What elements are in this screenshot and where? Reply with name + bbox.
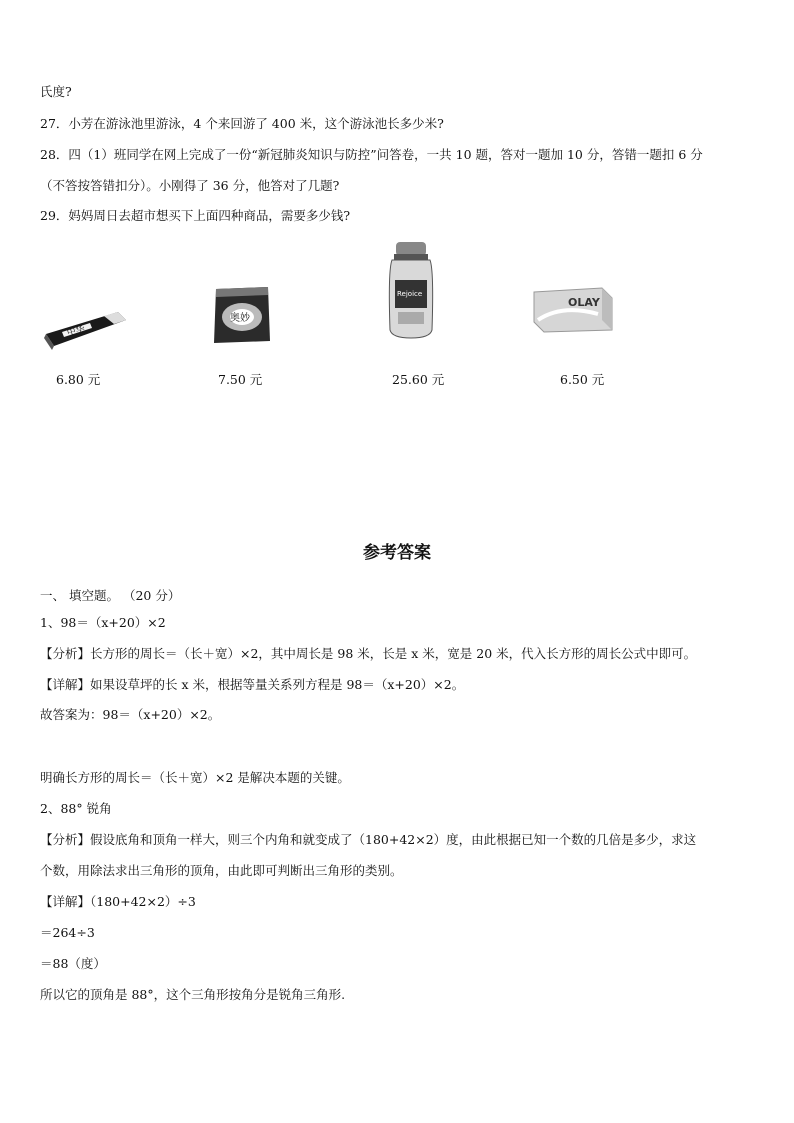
- answer-2-head: 2、88° 锐角: [40, 801, 112, 816]
- answer-1-key: 明确长方形的周长＝（长＋宽）×2 是解决本题的关键。: [40, 770, 350, 785]
- shampoo-brand: Rejoice: [397, 290, 423, 298]
- question-28-line2: （不答按答错扣分）。小刚得了 36 分，他答对了几题?: [40, 178, 340, 193]
- answer-2-detail: 【详解】（180+42×2）÷3: [40, 894, 196, 909]
- price-soap: 6.50 元: [560, 372, 605, 387]
- toothpaste-image: [44, 302, 128, 352]
- shampoo-image: [386, 240, 436, 340]
- price-shampoo: 25.60 元: [392, 372, 445, 387]
- toothpaste-brand: 中华: [65, 324, 87, 339]
- question-28-line1: 28．四（1）班同学在网上完成了一份“新冠肺炎知识与防控”问答卷，一共 10 题，答对一题加 10 分，答错一题扣 6 分: [40, 147, 703, 162]
- answer-2-conclusion: 所以它的顶角是 88°，这个三角形按角分是锐角三角形.: [40, 987, 346, 1002]
- answer-2-step1: ＝264÷3: [40, 925, 95, 940]
- price-toothpaste: 6.80 元: [56, 372, 101, 387]
- answers-title: 参考答案: [363, 543, 431, 563]
- question-29: 29．妈妈周日去超市想买下上面四种商品，需要多少钱?: [40, 208, 351, 223]
- question-tail: 氏度?: [40, 84, 72, 99]
- detergent-brand: 奥妙: [230, 313, 250, 324]
- answer-2-analysis-line1: 【分析】假设底角和顶角一样大，则三个内角和就变成了（180+42×2）度，由此根据已知一个数的几倍是多少，求这: [40, 832, 697, 847]
- answer-1-conclusion: 故答案为：98＝（x+20）×2。: [40, 707, 221, 722]
- price-detergent: 7.50 元: [218, 372, 263, 387]
- section-1-heading: 一、 填空题。 （20 分）: [40, 588, 181, 603]
- answer-2-step2: ＝88（度）: [40, 956, 106, 971]
- answer-1-detail: 【详解】如果设草坪的长 x 米，根据等量关系列方程是 98＝（x+20）×2。: [40, 677, 465, 692]
- detergent-image: [210, 285, 274, 345]
- answer-1-analysis: 【分析】长方形的周长＝（长＋宽）×2，其中周长是 98 米，长是 x 米，宽是 20 米，代入长方形的周长公式中即可。: [40, 646, 697, 661]
- soap-brand: OLAY: [568, 296, 600, 309]
- soap-image: [532, 284, 614, 334]
- answer-1-head: 1、98＝（x+20）×2: [40, 615, 166, 630]
- question-27: 27．小芳在游泳池里游泳，4 个来回游了 400 米，这个游泳池长多少米?: [40, 116, 444, 131]
- answer-2-analysis-line2: 个数，用除法求出三角形的顶角，由此即可判断出三角形的类别。: [40, 863, 403, 878]
